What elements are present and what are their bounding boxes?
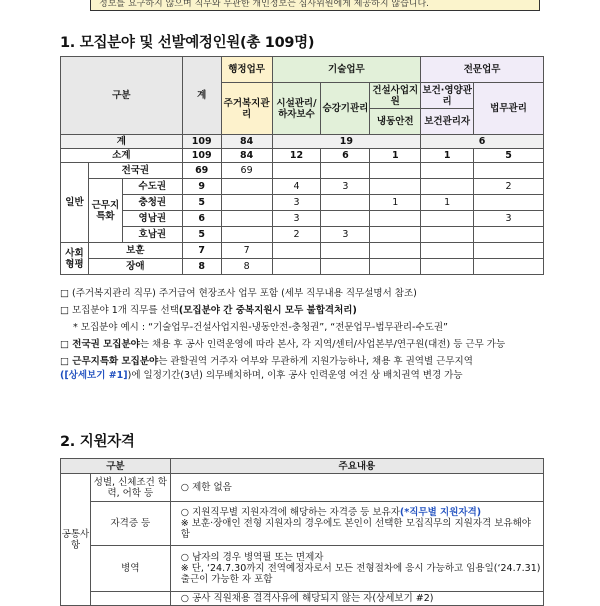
- job-qualification-link[interactable]: (*직무별 지원자격): [399, 507, 482, 518]
- cell: 8: [221, 259, 272, 275]
- cell: 5: [474, 149, 544, 163]
- cell: 3: [272, 195, 321, 211]
- note-bold: (모집분야 간 중복지원시 모두 불합격처리): [178, 305, 357, 316]
- cell: 8: [182, 259, 221, 275]
- q-r1-label: 성별, 신체조건 학력, 어학 등: [90, 474, 170, 502]
- q-header-gubun: 구분: [61, 459, 171, 474]
- cell: 7: [182, 243, 221, 259]
- row-label: 전국권: [88, 163, 182, 179]
- q-r2-note: ※ 보훈·장애인 전형 지원자의 경우에도 본인이 선택한 모집직무의 지원자격 보유해야 함: [180, 518, 531, 540]
- header-housing: 주거복지관리: [221, 83, 272, 135]
- q-r3-label: 병역: [90, 546, 170, 592]
- header-cooling: 냉동안전: [370, 109, 421, 135]
- cell: 7: [221, 243, 272, 259]
- row-label: 충청권: [122, 195, 182, 211]
- q-r2-cell: [170, 502, 543, 546]
- cell: 69: [221, 163, 272, 179]
- cell: 9: [182, 179, 221, 195]
- cell: 3: [321, 227, 370, 243]
- cell: 3: [321, 179, 370, 195]
- row-gye-pro: 6: [421, 135, 544, 149]
- header-legal: 법무관리: [474, 83, 544, 135]
- q-header-content: 주요내용: [170, 459, 543, 474]
- cell: 1: [370, 195, 421, 211]
- note-text: 는 관할권역 거주자 여부와 무관하게 지원가능하나, 채용 후 권역별 근무지역: [158, 356, 473, 367]
- cell: 1: [421, 195, 474, 211]
- note-3: * 모집분야 예시 : “기술업무-건설사업지원-냉동안전-충청권”, “전문업무-법무관리-수도권”: [73, 322, 448, 333]
- cell: 6: [182, 211, 221, 227]
- header-gubun: 구분: [61, 57, 183, 135]
- group-social: 사회형평: [61, 243, 89, 275]
- group-general: 일반: [61, 163, 89, 243]
- row-gye-label: 계: [61, 135, 183, 149]
- note-text: □ 모집분야 1개 직무를 선택: [60, 305, 179, 316]
- cell: 1: [421, 149, 474, 163]
- header-health: 보건·영양관리: [422, 84, 472, 107]
- q-r3-text: ○ 남자의 경우 병역필 또는 면제자: [180, 552, 324, 563]
- cell: 1: [370, 149, 421, 163]
- row-sogye-label: 소계: [61, 149, 183, 163]
- header-tech: 기술업무: [272, 57, 421, 83]
- cell: 109: [182, 149, 221, 163]
- row-label: 호남권: [122, 227, 182, 243]
- q-r1-text: ○ 제한 없음: [170, 474, 543, 502]
- row-label: 수도권: [122, 179, 182, 195]
- row-label: 영남권: [122, 211, 182, 227]
- cell: 3: [474, 211, 544, 227]
- header-elevator: 승강기관리: [321, 83, 370, 135]
- row-gye-admin: 84: [221, 135, 272, 149]
- row-gye-total: 109: [182, 135, 221, 149]
- note-1: □ (주거복지관리 직무) 주거급여 현장조사 업무 포함 (세부 직무내용 직무설명서 참조): [60, 288, 417, 299]
- section2-title: 2. 지원자격: [60, 434, 135, 450]
- header-pro: 전문업무: [421, 57, 544, 83]
- note-bold: □ 근무지특화 모집분야: [60, 356, 159, 367]
- row-gye-tech: 19: [272, 135, 421, 149]
- note-2: [60, 304, 550, 318]
- q-r2-label: 자격증 등: [90, 502, 170, 546]
- cell: 5: [182, 195, 221, 211]
- cell: 3: [272, 211, 321, 227]
- row-label: 보훈: [88, 243, 182, 259]
- q-common: 공통사항: [61, 474, 91, 606]
- header-construction: 건설사업지원: [370, 83, 421, 109]
- header-healthmgr: 보건관리자: [421, 109, 474, 135]
- note-bold: □ 전국권 모집분야: [60, 339, 140, 350]
- row-label: 장애: [88, 259, 182, 275]
- note-text: 는 채용 후 공사 인력운영에 따라 본사, 각 지역/센터/사업본부/연구원(대전) 등 근무 가능: [139, 339, 506, 350]
- note-text: )에 일정기간(3년) 의무배치하며, 이후 공사 인력운영 여건 상 배치권역 변경 가능: [127, 370, 463, 381]
- q-r4-text: ○ 공사 직원채용 결격사유에 해당되지 않는 자(상세보기 #2): [170, 592, 543, 606]
- top-note: 정보를 요구하지 않으며 직무와 무관한 개인정보는 심사위원에게 제공하지 않습니다.: [90, 0, 540, 11]
- qualification-table: [60, 458, 544, 606]
- cell: 84: [221, 149, 272, 163]
- q-r3-cell: [170, 546, 543, 592]
- recruitment-table: [60, 56, 544, 275]
- cell: 5: [182, 227, 221, 243]
- header-admin: 행정업무: [221, 57, 272, 83]
- header-facility: 시설관리/하자보수: [272, 83, 321, 135]
- section1-title: 1. 모집분야 및 선발예정인원(총 109명): [60, 35, 315, 51]
- notes: [60, 287, 550, 386]
- cell: 6: [321, 149, 370, 163]
- note-4: [60, 338, 550, 352]
- header-total: 계: [182, 57, 221, 135]
- cell: 2: [272, 227, 321, 243]
- cell: 12: [272, 149, 321, 163]
- detail-link-1[interactable]: ([상세보기 #1]: [60, 370, 128, 381]
- cell: 69: [182, 163, 221, 179]
- note-5: [60, 355, 550, 383]
- q-r3-note: ※ 단, ‘24.7.30까지 전역예정자로서 모든 전형절차에 응시 가능하고 임용일(‘24.7.31) 출근이 가능한 자 포함: [180, 563, 541, 585]
- group-regional: 근무지특화: [88, 179, 122, 243]
- cell: 2: [474, 179, 544, 195]
- q-r2-text: ○ 지원직무별 지원자격에 해당하는 자격증 등 보유자: [180, 507, 400, 518]
- cell: 4: [272, 179, 321, 195]
